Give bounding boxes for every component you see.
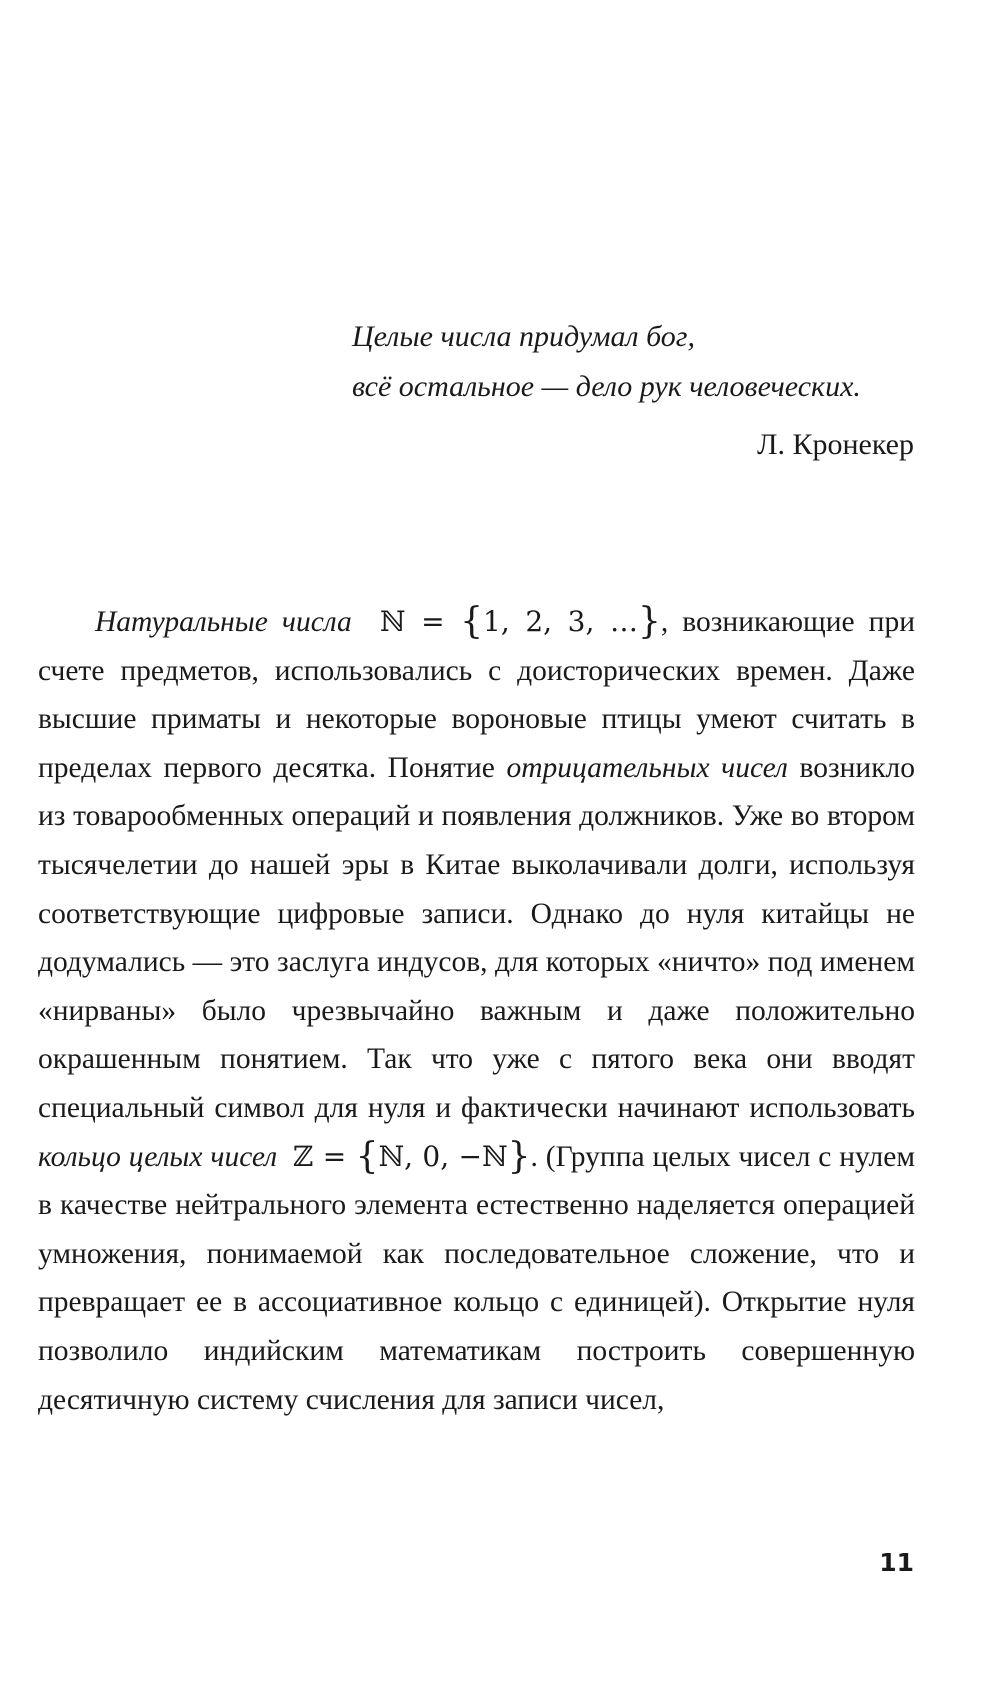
term-negative-numbers: отрицательных чисел <box>506 751 788 784</box>
formula-natural-numbers <box>379 601 661 642</box>
epigraph-author: Л. Кронекер <box>757 428 914 461</box>
formula-integers-inner: ℕ, 0, −ℕ <box>378 1139 508 1173</box>
main-paragraph <box>38 598 915 1424</box>
formula-natural-inner: 1, 2, 3, … <box>483 605 638 638</box>
epigraph <box>352 312 912 412</box>
formula-natural-close-brace: } <box>637 601 661 642</box>
formula-natural-open-brace: { <box>460 601 484 642</box>
epigraph-line-2: всё остальное — дело рук человеческих. <box>352 370 861 403</box>
paragraph-text-3: . (Группа целых чисел с нулем в качестве нейтрального элемента естественно наделяется операцией умножения, понимаемой как последовательное сложение, что и превращает ее в ассоциативное кольцо с единицей). Открытие нуля позволило индийским математикам построить совершенную десятичную систему счисления для записи чисел, <box>38 1140 915 1416</box>
page-number: 11 <box>879 1548 914 1577</box>
epigraph-line-1: Целые числа придумал бог, <box>352 320 695 353</box>
formula-integers-lhs: ℤ = <box>292 1139 356 1173</box>
term-natural-numbers: Натуральные числа <box>95 606 352 638</box>
formula-natural-lhs: ℕ = <box>379 605 461 638</box>
formula-integers <box>292 1135 531 1177</box>
paragraph-text-1: , возникающие при счете предметов, использовались с доисторических времен. Даже высшие приматы и некоторые вороновые птицы умеют считать в пределах первого десятка. Понятие <box>38 606 915 784</box>
paragraph-text-2: возникло из товарообменных операций и появления должников. Уже во втором тысячелетии до нашей эры в Китае выколачивали долги, используя соответствующие цифровые записи. Однако до нуля китайцы не додумались — это заслуга индусов, для которых «ничто» под именем «нирваны» было чрезвычайно важным и даже положительно окрашенным понятием. Так что уже с пятого века они вводят специальный символ для нуля и фактически начинают использовать <box>38 751 915 1124</box>
formula-integers-close-brace: } <box>507 1135 531 1177</box>
formula-integers-open-brace: { <box>355 1135 379 1177</box>
term-integer-ring: кольцо целых чисел <box>38 1140 278 1173</box>
